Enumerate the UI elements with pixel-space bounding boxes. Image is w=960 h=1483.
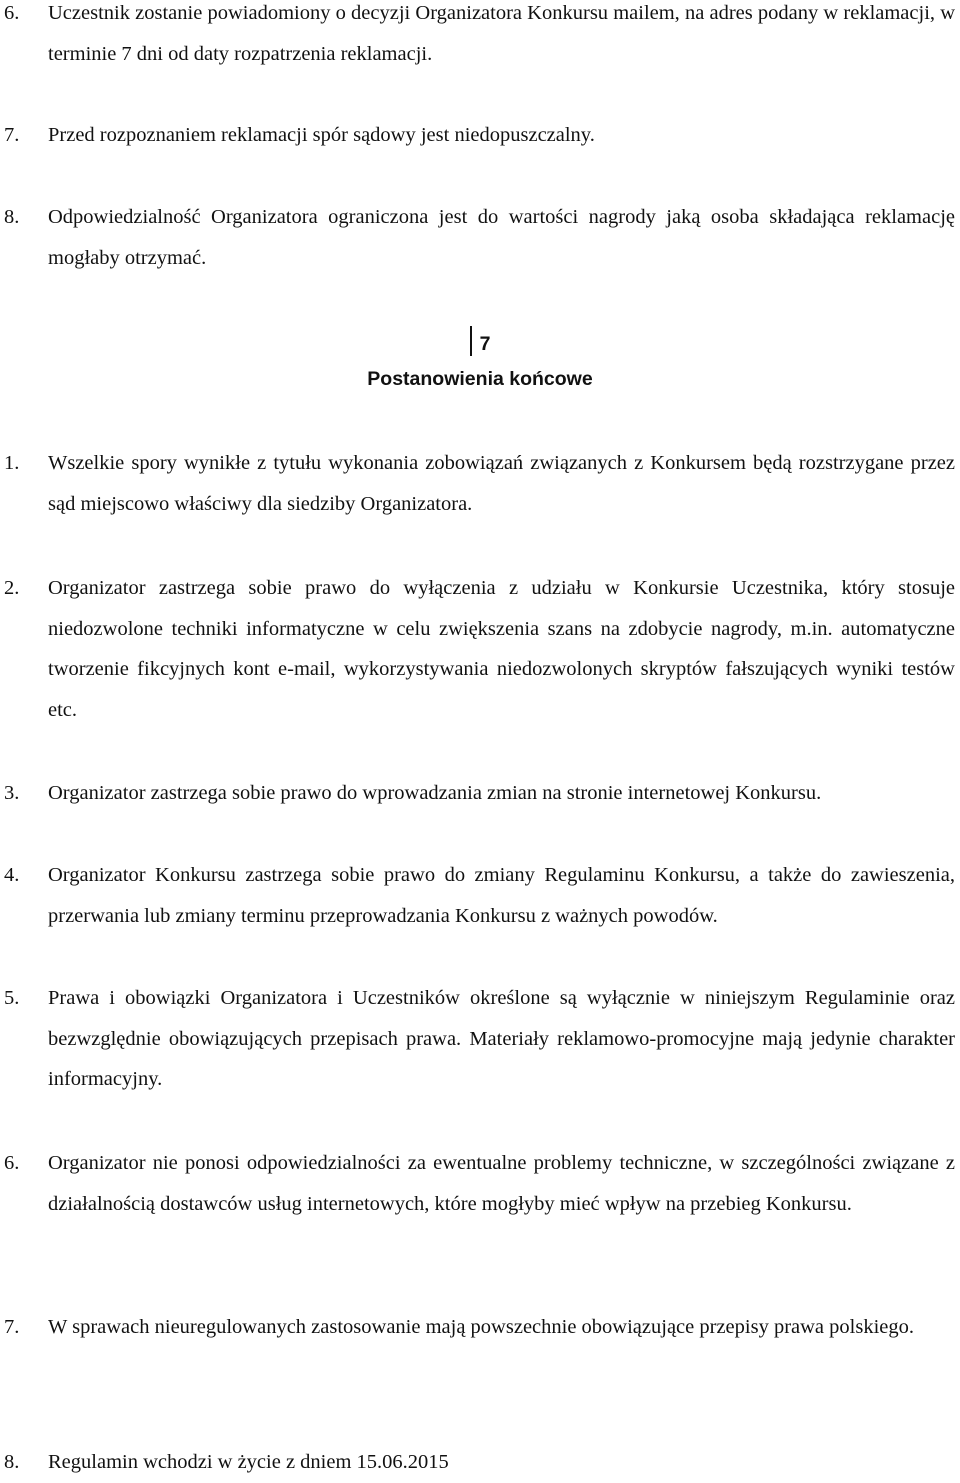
item-number: 7. (4, 1316, 20, 1338)
item-number: 4. (4, 864, 20, 886)
item-number: 6. (4, 1152, 20, 1174)
paragraph-symbol (470, 326, 476, 356)
item-text: Organizator zastrzega sobie prawo do wprowadzania zmian na stronie internetowej Konkursu. (48, 782, 822, 804)
item-number: 6. (4, 2, 20, 24)
item-number: 7. (4, 124, 20, 146)
item-number: 3. (4, 782, 20, 804)
item-number: 5. (4, 987, 20, 1009)
item-text: Organizator Konkursu zastrzega sobie prawo do zmiany Regulaminu Konkursu, a także do zawieszenia, przerwania lub zmiany terminu przeprowadzania Konkursu z ważnych powodów. (48, 864, 955, 927)
item-text: Organizator nie ponosi odpowiedzialności za ewentualne problemy techniczne, w szczególności związane z działalnością dostawców usług internetowych, które mogłyby mieć wpływ na przebieg Konkursu. (48, 1152, 955, 1215)
item-text: Prawa i obowiązki Organizatora i Uczestników określone są wyłącznie w niniejszym Regulaminie oraz bezwzględnie obowiązujących przepisach prawa. Materiały reklamowo-promocyjne mają jedynie charakter informacyjny. (48, 987, 955, 1090)
item-number: 8. (4, 1451, 20, 1473)
item-text: Organizator zastrzega sobie prawo do wyłączenia z udziału w Konkursie Uczestnika, który stosuje niedozwolone techniki informatyczne w celu zwiększenia szans na zdobycie nagrody, m.in. automatyczne tworzenie fikcyjnych kont e-mail, wykorzystywania niedozwolonych skryptów fałszujących wyniki testów etc. (48, 577, 955, 721)
item-text: Przed rozpoznaniem reklamacji spór sądowy jest niedopuszczalny. (48, 124, 595, 146)
item-text: Odpowiedzialność Organizatora ograniczona jest do wartości nagrody jaką osoba składająca reklamację mogłaby otrzymać. (48, 206, 955, 269)
section-title: Postanowienia końcowe (367, 368, 593, 390)
list-item (0, 568, 955, 730)
item-text: Uczestnik zostanie powiadomiony o decyzji Organizatora Konkursu mailem, na adres podany w reklamacji, w terminie 7 dni od daty rozpatrzenia reklamacji. (48, 2, 955, 65)
item-number: 8. (4, 206, 20, 228)
list-item (0, 115, 955, 156)
section-number: 7 (0, 326, 960, 356)
item-text: W sprawach nieuregulowanych zastosowanie mają powszechnie obowiązujące przepisy prawa polskiego. (48, 1316, 914, 1338)
item-number: 2. (4, 577, 20, 599)
list-item (0, 1143, 955, 1224)
item-text: Regulamin wchodzi w życie z dniem 15.06.2015 (48, 1451, 449, 1473)
list-item (0, 443, 955, 524)
item-number: 1. (4, 452, 20, 474)
list-item (0, 1307, 955, 1348)
list-item (0, 773, 955, 814)
list-item (0, 1442, 955, 1483)
item-text: Wszelkie spory wynikłe z tytułu wykonania zobowiązań związanych z Konkursem będą rozstrzygane przez sąd miejscowo właściwy dla siedziby Organizatora. (48, 452, 955, 515)
list-item (0, 978, 955, 1100)
list-item (0, 855, 955, 936)
list-item (0, 197, 955, 278)
list-item (0, 0, 955, 74)
